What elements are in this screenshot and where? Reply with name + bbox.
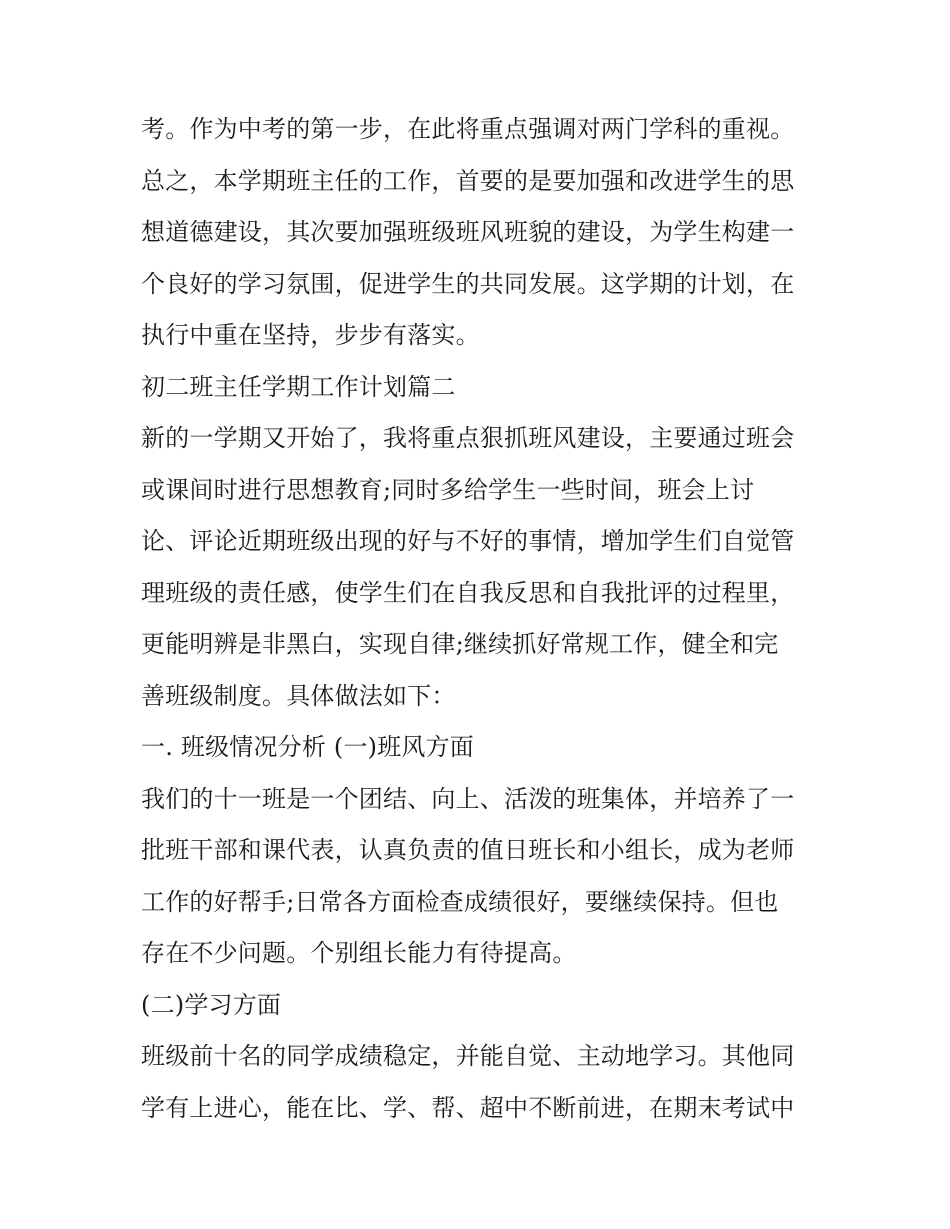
text-line: 更能明辨是非黑白，实现自律;继续抓好常规工作，健全和完 [141,630,779,658]
text-line: 执行中重在坚持，步步有落实。 [141,321,480,349]
text-line: 理班级的责任感，使学生们在自我反思和自我批评的过程里， [141,578,795,607]
text-line: 个良好的学习氛围，促进学生的共同发展。这学期的计划，在 [141,269,795,298]
text-line: 班级前十名的同学成绩稳定，并能自觉、主动地学习。其他同 [141,1042,795,1070]
document-body [141,104,821,1134]
text-line: 考。作为中考的第一步，在此将重点强调对两门学科的重视。 [141,115,795,143]
text-line: 或课间时进行思想教育;同时多给学生一些时间，班会上讨 [141,475,755,504]
text-line: 存在不少问题。个别组长能力有待提高。 [141,939,577,967]
text-line: 总之，本学期班主任的工作，首要的是要加强和改进学生的思 [141,166,795,195]
text-line: 想道德建设，其次要加强班级班风班貌的建设，为学生构建一 [141,218,795,246]
section-heading: 初二班主任学期工作计划篇二 [141,372,456,401]
text-line: 学有上进心，能在比、学、帮、超中不断前进，在期末考试中 [141,1093,795,1122]
text-line: 新的一学期又开始了，我将重点狠抓班风建设，主要通过班会 [141,424,795,452]
text-line: 我们的十一班是一个团结、向上、活泼的班集体，并培养了一 [141,784,795,813]
text-line: 论、评论近期班级出现的好与不好的事情，增加学生们自觉管 [141,527,795,555]
subsection-heading: (二)学习方面 [141,990,282,1019]
text-line: 批班干部和课代表，认真负责的值日班长和小组长，成为老师 [141,836,795,864]
text-line: 善班级制度。具体做法如下： [141,681,456,710]
text-line: 工作的好帮手;日常各方面检查成绩很好，要继续保持。但也 [141,887,779,916]
subsection-heading: 一. 班级情况分析 (一)班风方面 [141,733,475,761]
